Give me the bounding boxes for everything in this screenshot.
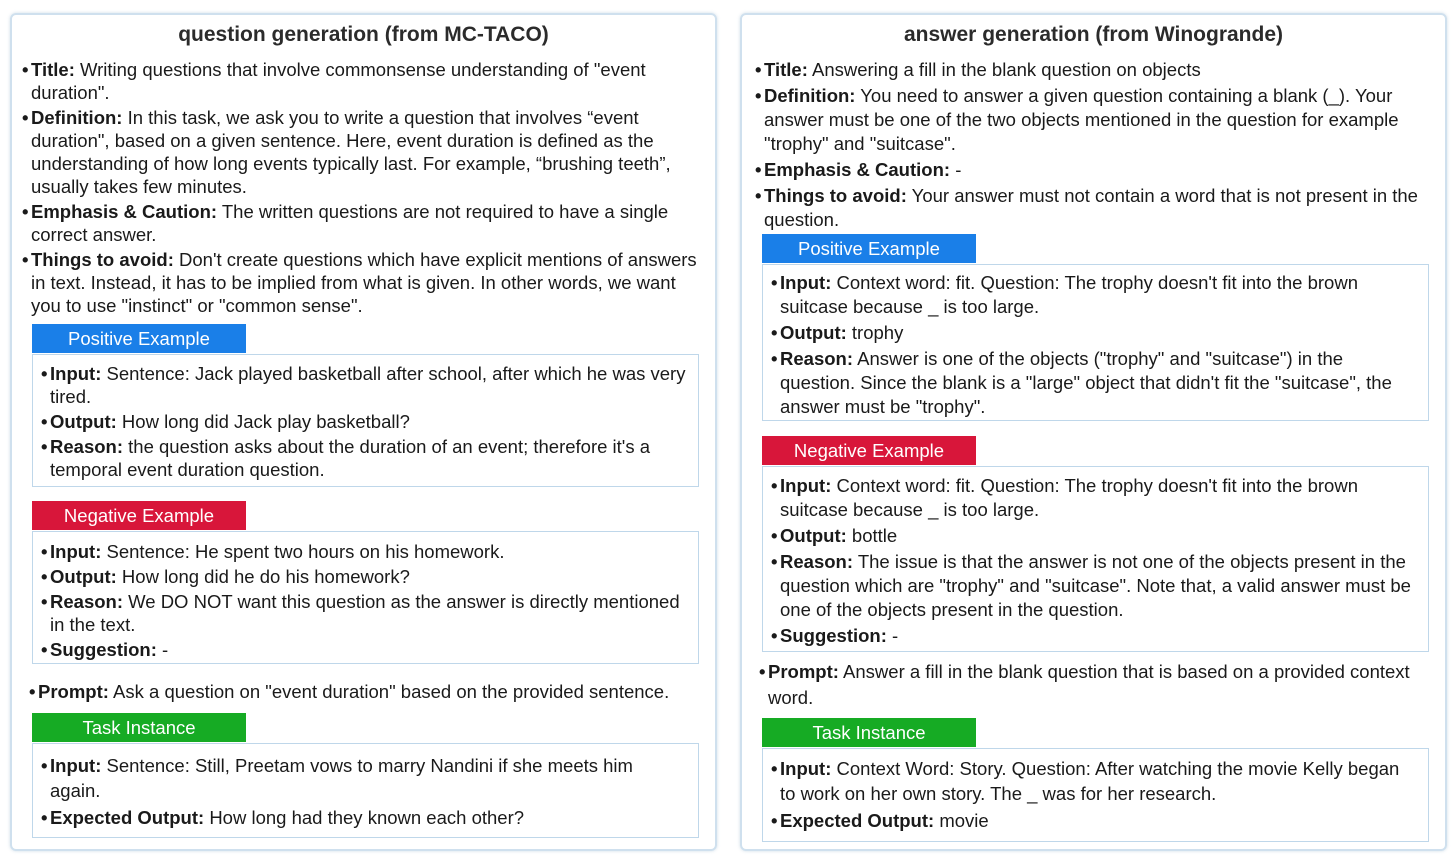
- example-item: • Reason: the question asks about the duration of an event; therefore it's a temporal event duration question.: [41, 435, 686, 481]
- prompt-text: • Prompt: Answer a fill in the blank question that is based on a provided context word.: [759, 659, 1433, 711]
- positive-example-box: [32, 354, 699, 487]
- task-item: • Input: Sentence: Still, Preetam vows to marry Nandini if she meets him again.: [41, 753, 686, 803]
- example-item: • Input: Context word: fit. Question: The trophy doesn't fit into the brown suitcase because _ is too large.: [771, 271, 1416, 319]
- example-item: • Reason: Answer is one of the objects ("trophy" and "suitcase") in the question. Since the blank is a "large" object that didn't fit the "suitcase", the answer must be "trophy".: [771, 347, 1416, 419]
- definition-item: • Definition: You need to answer a given question containing a blank (_). Your answer must be one of the two objects mentioned in the question for example "trophy" and "suitcase".: [755, 84, 1430, 156]
- example-item: • Reason: We DO NOT want this question as the answer is directly mentioned in the text.: [41, 590, 686, 636]
- example-item: • Reason: The issue is that the answer is not one of the objects present in the question which are "trophy" and "suitcase". Note that, a valid answer must be one of the objects present in the question.: [771, 550, 1416, 622]
- panel-title: question generation (from MC-TACO): [178, 23, 549, 46]
- answer-generation-panel: [740, 13, 1447, 851]
- negative-example-tag: Negative Example: [32, 501, 246, 530]
- panel-title: answer generation (from Winogrande): [903, 23, 1283, 46]
- positive-example-tag: Positive Example: [32, 324, 246, 353]
- definition-block: [755, 58, 1430, 232]
- example-item: • Output: How long did Jack play basketball?: [41, 410, 686, 433]
- positive-example-box: [762, 264, 1429, 421]
- definition-item: • Title: Answering a fill in the blank question on objects: [755, 58, 1430, 82]
- negative-example-tag: Negative Example: [762, 436, 976, 465]
- example-item: • Suggestion: -: [771, 624, 1416, 648]
- example-item: • Input: Sentence: He spent two hours on his homework.: [41, 540, 686, 563]
- example-item: • Output: trophy: [771, 321, 1416, 345]
- definition-block: [22, 58, 697, 317]
- definition-item: • Emphasis & Caution: -: [755, 158, 1430, 182]
- task-instance-tag: Task Instance: [762, 718, 976, 747]
- example-item: • Input: Sentence: Jack played basketball after school, after which he was very tired.: [41, 362, 686, 408]
- definition-item: • Emphasis & Caution: The written questions are not required to have a single correct answer.: [22, 200, 697, 246]
- negative-example-box: [762, 466, 1429, 652]
- example-item: • Output: How long did he do his homework?: [41, 565, 686, 588]
- task-instance-box: [32, 743, 699, 838]
- example-item: • Output: bottle: [771, 524, 1416, 548]
- task-instance-tag: Task Instance: [32, 713, 246, 742]
- task-item: • Expected Output: How long had they known each other?: [41, 805, 686, 830]
- task-instance-box: [762, 748, 1429, 842]
- negative-example-box: [32, 531, 699, 664]
- definition-item: • Definition: In this task, we ask you to write a question that involves “event duration", based on a given sentence. Here, event duration is defined as the understanding of how long events typically last. For example, “brushing teeth”, usually takes few minutes.: [22, 106, 697, 198]
- task-item: • Expected Output: movie: [771, 808, 1416, 833]
- definition-item: • Title: Writing questions that involve commonsense understanding of "event duration".: [22, 58, 697, 104]
- example-item: • Suggestion: -: [41, 638, 686, 661]
- prompt-text: • Prompt: Ask a question on "event duration" based on the provided sentence.: [29, 679, 708, 705]
- definition-item: • Things to avoid: Your answer must not contain a word that is not present in the question.: [755, 184, 1430, 232]
- example-item: • Input: Context word: fit. Question: The trophy doesn't fit into the brown suitcase because _ is too large.: [771, 474, 1416, 522]
- task-item: • Input: Context Word: Story. Question: After watching the movie Kelly began to work on her own story. The _ was for her research.: [771, 756, 1416, 806]
- positive-example-tag: Positive Example: [762, 234, 976, 263]
- question-generation-panel: [10, 13, 717, 851]
- definition-item: • Things to avoid: Don't create questions which have explicit mentions of answers in text. Instead, it has to be implied from what is given. In other words, we want you to use "instinct" or "common sense".: [22, 248, 697, 317]
